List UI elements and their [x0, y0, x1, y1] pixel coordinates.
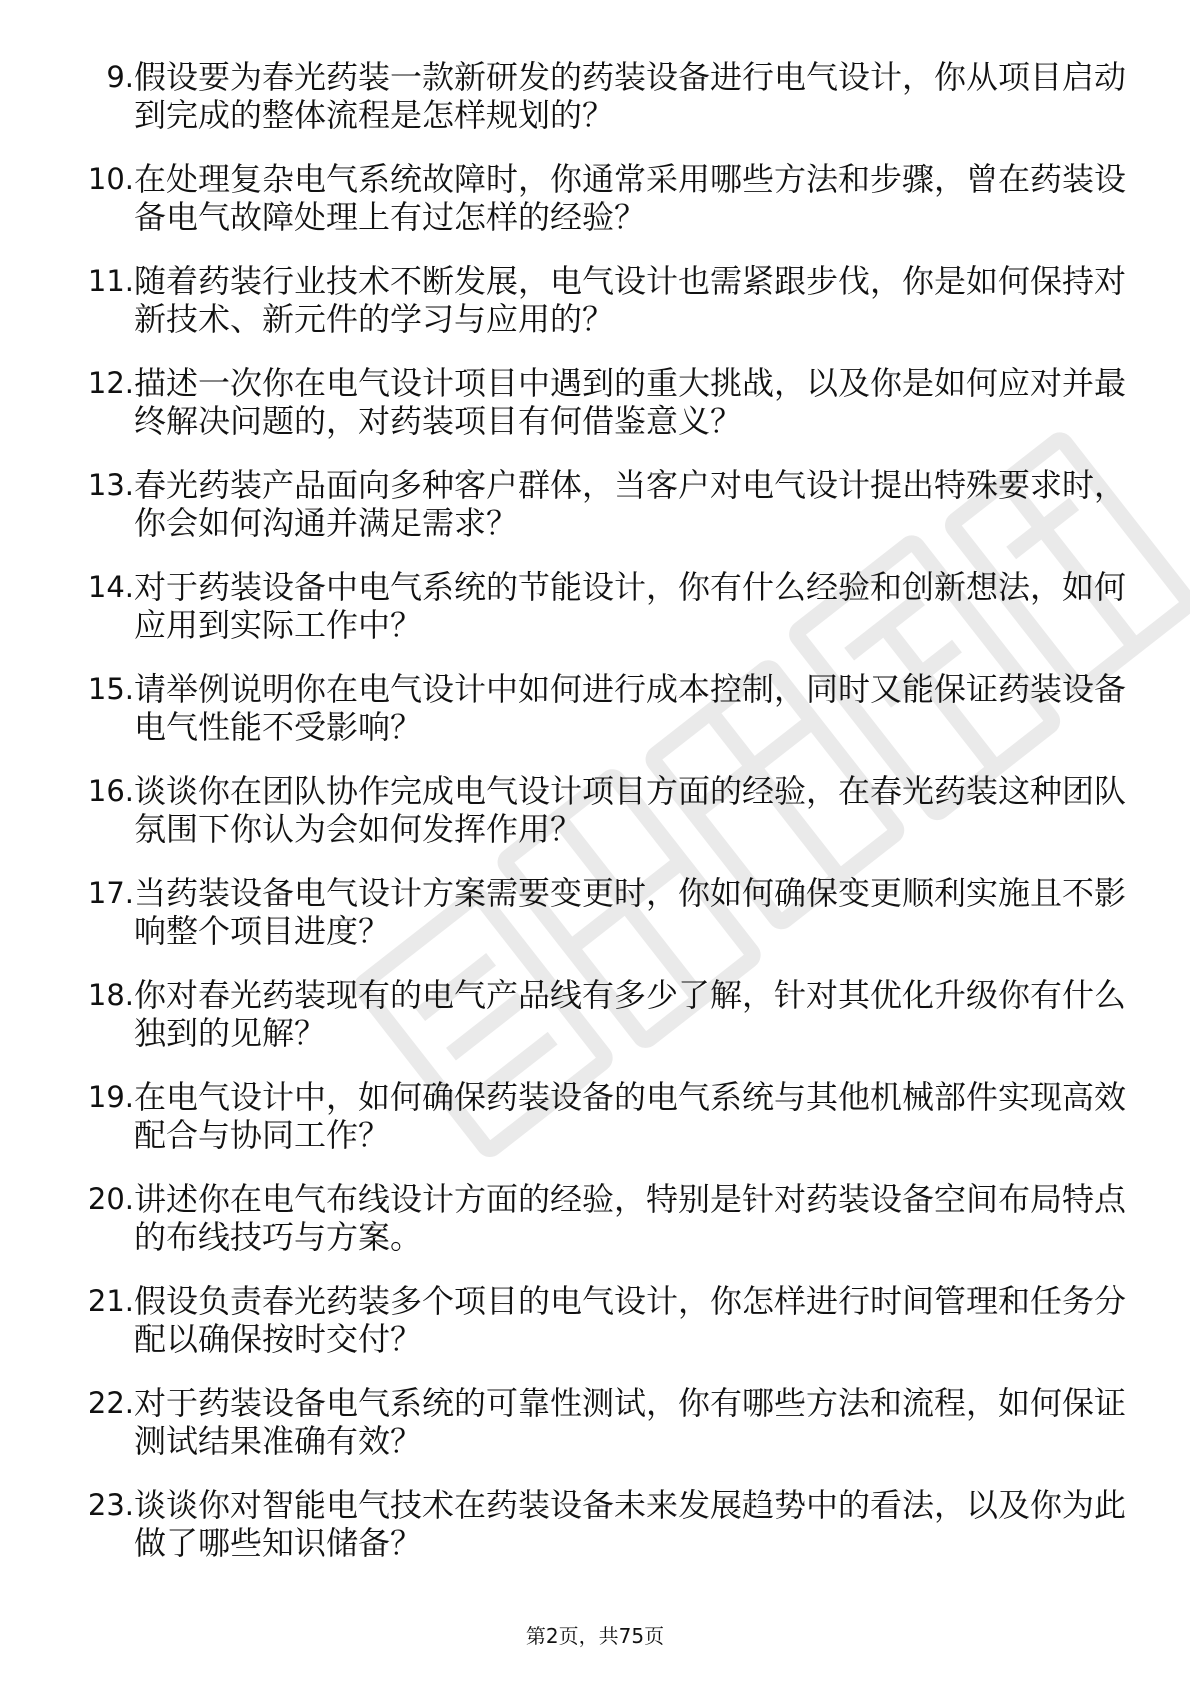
- question-number: 20.: [87, 1182, 134, 1216]
- question-number: 23.: [87, 1488, 134, 1522]
- question-item: [0, 256, 1190, 358]
- question-item: [0, 562, 1190, 664]
- question-text: 谈谈你对智能电气技术在药装设备未来发展趋势中的看法，以及你为此做了哪些知识储备？: [134, 1486, 1127, 1562]
- question-item: [0, 1480, 1190, 1582]
- question-text: 在电气设计中，如何确保药装设备的电气系统与其他机械部件实现高效配合与协同工作？: [134, 1078, 1127, 1154]
- question-item: [0, 358, 1190, 460]
- question-text: 对于药装设备电气系统的可靠性测试，你有哪些方法和流程，如何保证测试结果准确有效？: [134, 1384, 1127, 1460]
- question-text: 在处理复杂电气系统故障时，你通常采用哪些方法和步骤，曾在药装设备电气故障处理上有过怎样的经验？: [134, 160, 1127, 236]
- question-number: 13.: [87, 468, 134, 502]
- question-item: [0, 970, 1190, 1072]
- question-item: [0, 664, 1190, 766]
- question-item: [0, 460, 1190, 562]
- question-text: 你对春光药装现有的电气产品线有多少了解，针对其优化升级你有什么独到的见解？: [134, 976, 1127, 1052]
- question-text: 随着药装行业技术不断发展，电气设计也需紧跟步伐，你是如何保持对新技术、新元件的学习与应用的？: [134, 262, 1127, 338]
- page-footer: 第2页，共75页: [525, 1624, 665, 1648]
- question-number: 9.: [106, 60, 134, 94]
- question-item: [0, 52, 1190, 154]
- question-text: 当药装设备电气设计方案需要变更时，你如何确保变更顺利实施且不影响整个项目进度？: [134, 874, 1127, 950]
- question-number: 15.: [87, 672, 134, 706]
- question-number: 18.: [87, 978, 134, 1012]
- question-text: 假设要为春光药装一款新研发的药装设备进行电气设计，你从项目启动到完成的整体流程是怎样规划的？: [134, 58, 1127, 134]
- question-number: 14.: [87, 570, 134, 604]
- question-item: [0, 1174, 1190, 1276]
- question-number: 21.: [87, 1284, 134, 1318]
- question-number: 17.: [87, 876, 134, 910]
- question-text: 春光药装产品面向多种客户群体，当客户对电气设计提出特殊要求时，你会如何沟通并满足需求？: [134, 466, 1127, 542]
- question-number: 10.: [87, 162, 134, 196]
- question-text: 谈谈你在团队协作完成电气设计项目方面的经验，在春光药装这种团队氛围下你认为会如何发挥作用？: [134, 772, 1127, 848]
- question-item: [0, 766, 1190, 868]
- question-item: [0, 1378, 1190, 1480]
- question-item: [0, 868, 1190, 970]
- question-number: 22.: [87, 1386, 134, 1420]
- question-number: 19.: [87, 1080, 134, 1114]
- question-item: [0, 1072, 1190, 1174]
- question-text: 假设负责春光药装多个项目的电气设计，你怎样进行时间管理和任务分配以确保按时交付？: [134, 1282, 1127, 1358]
- question-list: [0, 52, 1190, 1582]
- question-number: 16.: [87, 774, 134, 808]
- question-item: [0, 1276, 1190, 1378]
- question-text: 讲述你在电气布线设计方面的经验，特别是针对药装设备空间布局特点的布线技巧与方案。: [134, 1180, 1127, 1256]
- question-text: 请举例说明你在电气设计中如何进行成本控制，同时又能保证药装设备电气性能不受影响？: [134, 670, 1127, 746]
- question-number: 11.: [87, 264, 134, 298]
- question-item: [0, 154, 1190, 256]
- question-text: 描述一次你在电气设计项目中遇到的重大挑战，以及你是如何应对并最终解决问题的，对药装项目有何借鉴意义？: [134, 364, 1127, 440]
- question-text: 对于药装设备中电气系统的节能设计，你有什么经验和创新想法，如何应用到实际工作中？: [134, 568, 1127, 644]
- question-number: 12.: [87, 366, 134, 400]
